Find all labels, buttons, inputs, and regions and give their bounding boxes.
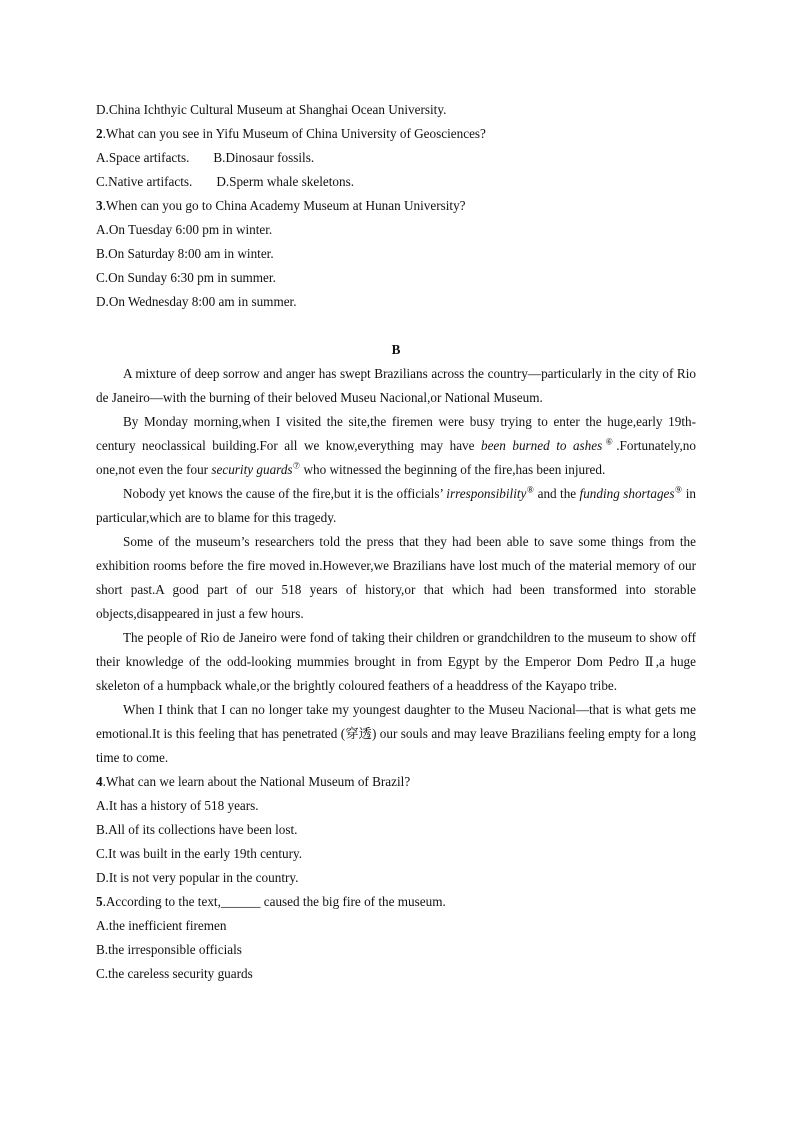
text-run: in particular,which are to blame for this tragedy. (96, 486, 696, 525)
q5-option-b: B.the irresponsible officials (96, 942, 242, 957)
q2-options-row-2 (96, 170, 696, 194)
footnote-marker: ⑥ (602, 436, 617, 447)
question-number: 3 (96, 198, 103, 213)
question-number: 2 (96, 126, 103, 141)
q5-option-c: C.the careless security guards (96, 966, 253, 981)
q2-option-c: C.Native artifacts. (96, 174, 193, 189)
passage-paragraph-5: The people of Rio de Janeiro were fond of taking their children or grandchildren to the museum to show off their knowledge of the odd-looking mummies brought in from Egypt by the Emperor Dom Pedro Ⅱ,a huge skeleton of a humpback whale,or the brightly coloured feathers of a headdress of the Kayapo tribe. (96, 630, 696, 693)
glossed-term: security guards (211, 462, 293, 477)
footnote-marker: ⑦ (292, 460, 301, 471)
q4-option-b: B.All of its collections have been lost. (96, 822, 298, 837)
footnote-marker: ⑨ (674, 484, 683, 495)
question-stem-end: caused the big fire of the museum. (260, 894, 446, 909)
passage-paragraph-6: When I think that I can no longer take my youngest daughter to the Museu Nacional—that is what gets me emotional.It is this feeling that has penetrated (穿透) our souls and may leave Brazilians feeling empty for a long time to come. (96, 702, 696, 765)
question-number: 5 (96, 894, 103, 909)
glossed-term: funding shortages (579, 486, 675, 501)
q4-option-d: D.It is not very popular in the country. (96, 870, 299, 885)
question-number: 4 (96, 774, 103, 789)
q2-option-a: A.Space artifacts. (96, 150, 190, 165)
passage-paragraph-1: A mixture of deep sorrow and anger has swept Brazilians across the country—particularly in the city of Rio de Janeiro—with the burning of their beloved Museu Nacional,or National Museum. (96, 366, 696, 405)
passage-paragraph-3 (96, 482, 696, 530)
q3-option-c: C.On Sunday 6:30 pm in summer. (96, 270, 276, 285)
question-stem: .What can you see in Yifu Museum of China University of Geosciences? (102, 126, 486, 141)
text-run: .Fortunately,no one,not even the four (96, 438, 696, 477)
q3-option-b: B.On Saturday 8:00 am in winter. (96, 246, 274, 261)
glossed-term: irresponsibility (446, 486, 527, 501)
question-4 (96, 770, 696, 794)
question-3 (96, 194, 696, 218)
document-content (96, 98, 696, 986)
q1-option-d: D.China Ichthyic Cultural Museum at Shanghai Ocean University. (96, 102, 447, 117)
text-run: who witnessed the beginning of the fire,has been injured. (300, 462, 606, 477)
question-5 (96, 890, 696, 914)
section-title: B (391, 342, 401, 357)
question-stem: .What can we learn about the National Museum of Brazil? (102, 774, 411, 789)
q3-option-d: D.On Wednesday 8:00 am in summer. (96, 294, 297, 309)
text-run: Nobody yet knows the cause of the fire,but it is the officials’ (123, 486, 447, 501)
q2-options-row-1 (96, 146, 696, 170)
footnote-marker: ⑧ (526, 484, 535, 495)
q4-option-a: A.It has a history of 518 years. (96, 798, 259, 813)
question-stem: .According to the text, (102, 894, 221, 909)
question-2 (96, 122, 696, 146)
text-run: and the (534, 486, 580, 501)
q2-option-d: D.Sperm whale skeletons. (216, 174, 355, 189)
passage-paragraph-4: Some of the museum’s researchers told the press that they had been able to save some things from the exhibition rooms before the fire moved in.However,we Brazilians have lost much of the material memory of our short past.A good part of our 518 years of history,or that which had been transformed into storable objects,disappeared in just a few hours. (96, 534, 696, 621)
question-stem: .When can you go to China Academy Museum at Hunan University? (102, 198, 466, 213)
q5-option-a: A.the inefficient firemen (96, 918, 227, 933)
q3-option-a: A.On Tuesday 6:00 pm in winter. (96, 222, 273, 237)
q2-option-b: B.Dinosaur fossils. (213, 150, 315, 165)
passage-paragraph-2 (96, 410, 696, 482)
q4-option-c: C.It was built in the early 19th century. (96, 846, 303, 861)
answer-blank: ______ (220, 894, 261, 909)
text-run: By Monday morning,when I visited the site,the firemen were busy trying to enter the huge,early 19th-century neoclassical building.For all we know,everything may have (96, 414, 696, 453)
glossed-term: been burned to ashes (480, 438, 603, 453)
